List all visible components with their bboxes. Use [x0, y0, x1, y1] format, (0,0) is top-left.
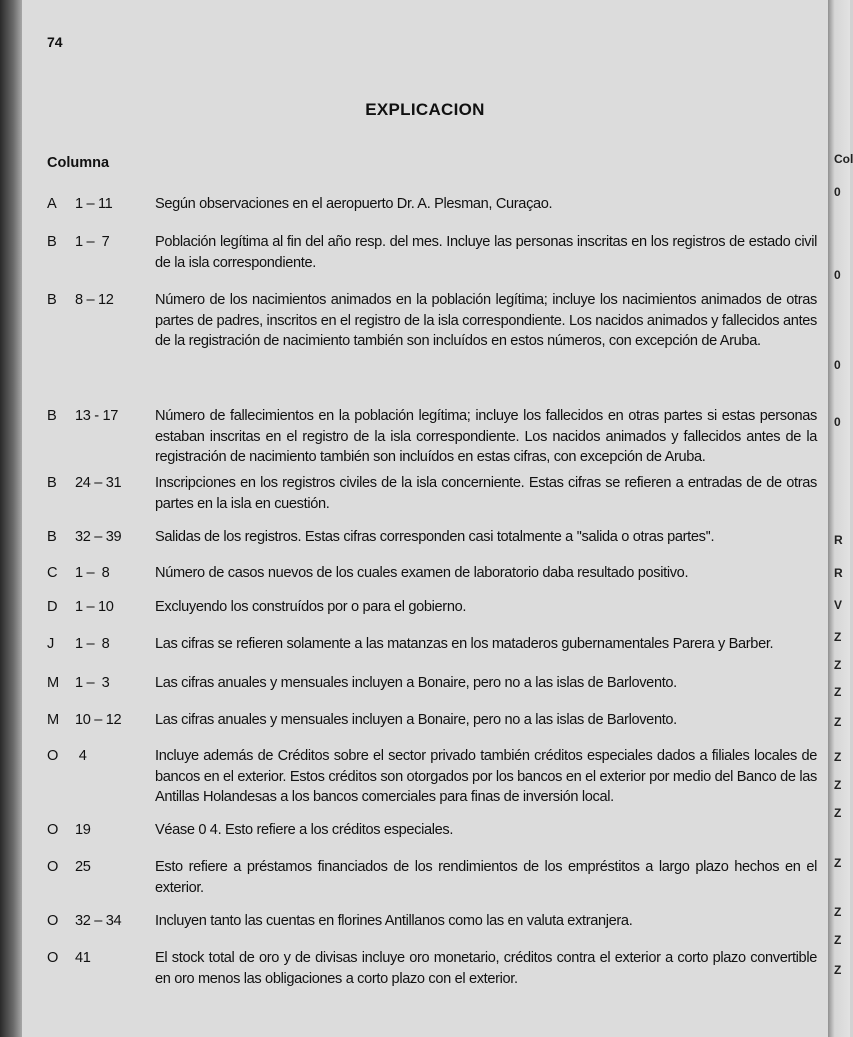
edge-letter: R: [834, 533, 843, 547]
list-item: [47, 563, 817, 584]
entry-description: Las cifras anuales y mensuales incluyen a Bonaire, pero no a las islas de Barlovento.: [155, 712, 677, 728]
book-binding-shadow: [0, 0, 22, 1037]
entry-range: 1 – 8: [75, 565, 110, 581]
entry-description: Incluyen tanto las cuentas en florines Antillanos como las en valuta extranjera.: [155, 913, 633, 929]
edge-letter: 0: [834, 185, 841, 199]
page-title: EXPLICACION: [365, 100, 485, 119]
entry-column-letter: O: [47, 822, 59, 838]
list-item: [47, 634, 817, 655]
entry-description: Número de fallecimientos en la población legítima; incluye los fallecidos en otras partes si estas personas estaban inscritas en el registro de la isla correspondiente. Los nacidos animados y fallecidos antes de la registración de nacimiento también son incluídos en estas cifras, con excepción de Aruba.: [155, 408, 817, 465]
entry-range: 19: [75, 822, 91, 838]
list-item: [47, 232, 817, 273]
edge-letter: Z: [834, 778, 842, 792]
edge-letter: Z: [834, 658, 842, 672]
entry-range: 32 – 34: [75, 913, 122, 929]
entry-column-letter: O: [47, 913, 59, 929]
entry-range: 1 – 11: [75, 196, 113, 212]
entry-range: 24 – 31: [75, 475, 122, 491]
entry-range: 10 – 12: [75, 712, 122, 728]
entry-description: Excluyendo los construídos por o para el gobierno.: [155, 599, 467, 615]
list-item: [47, 527, 817, 548]
entry-range: 25: [75, 859, 91, 875]
entry-column-letter: C: [47, 565, 58, 581]
entry-description: Incluye además de Créditos sobre el sector privado también créditos especiales dados a filiales locales de bancos en el exterior. Estos créditos son otorgados por los bancos en el exterior por medio del Banco de las Antillas Holandesas a los bancos comerciales para finas de inversión local.: [155, 748, 817, 805]
entry-range: 1 – 3: [75, 675, 110, 691]
column-header: Columna: [47, 155, 110, 171]
list-item: [47, 473, 817, 514]
entry-range: 13 - 17: [75, 408, 118, 424]
edge-letter: Z: [834, 806, 842, 820]
list-item: [47, 746, 817, 808]
entry-description: Salidas de los registros. Estas cifras corresponden casi totalmente a ''salida o otras partes''.: [155, 529, 715, 545]
edge-letter: Z: [834, 750, 842, 764]
edge-letter: Z: [834, 715, 842, 729]
entry-description: Número de los nacimientos animados en la población legítima; incluye los nacimientos animados de otras partes de padres, inscritos en el registro de la isla correspondiente. Los nacidos animados y fallecidos antes de la registración de nacimiento también son incluídos en estos números, con excepción de Aruba.: [155, 292, 817, 349]
edge-letter: 0: [834, 268, 841, 282]
entry-description: Número de casos nuevos de los cuales examen de laboratorio daba resultado positivo.: [155, 565, 689, 581]
entry-description: Las cifras anuales y mensuales incluyen a Bonaire, pero no a las islas de Barlovento.: [155, 675, 677, 691]
edge-letter: Z: [834, 933, 842, 947]
entry-column-letter: B: [47, 475, 57, 491]
list-item: [47, 673, 817, 694]
entry-column-letter: M: [47, 712, 59, 728]
list-item: [47, 948, 817, 989]
entry-column-letter: O: [47, 950, 59, 966]
entry-description: Esto refiere a préstamos financiados de los rendimientos de los empréstitos a largo plazo hechos en el exterior.: [155, 859, 817, 896]
edge-letter: Z: [834, 856, 842, 870]
list-item: [47, 597, 817, 618]
edge-letter: Z: [834, 963, 842, 977]
entry-range: 1 – 10: [75, 599, 114, 615]
edge-letter: 0: [834, 358, 841, 372]
entry-description: Véase 0 4. Esto refiere a los créditos especiales.: [155, 822, 454, 838]
edge-letter: Z: [834, 685, 842, 699]
entry-column-letter: B: [47, 234, 57, 250]
edge-letter: Z: [834, 630, 842, 644]
entry-description: Las cifras se refieren solamente a las matanzas en los mataderos gubernamentales Parera y Barber.: [155, 636, 774, 652]
entry-range: 32 – 39: [75, 529, 122, 545]
entry-range: 4: [75, 748, 87, 764]
entry-description: Población legítima al fin del año resp. del mes. Incluye las personas inscritas en los registros de estado civil de la isla correspondiente.: [155, 234, 817, 271]
list-item: [47, 911, 817, 932]
list-item: [47, 406, 817, 468]
list-item: [47, 290, 817, 352]
edge-letter: R: [834, 566, 843, 580]
edge-letter: Z: [834, 905, 842, 919]
entry-column-letter: A: [47, 196, 57, 212]
list-item: [47, 710, 817, 731]
entry-range: 41: [75, 950, 91, 966]
page-number: 74: [47, 34, 63, 50]
entry-column-letter: B: [47, 408, 57, 424]
entry-column-letter: B: [47, 529, 57, 545]
entry-column-letter: B: [47, 292, 57, 308]
entry-description: Inscripciones en los registros civiles de la isla concerniente. Estas cifras se refieren a entradas de de otras partes en la isla en cuestión.: [155, 475, 817, 512]
entry-range: 1 – 7: [75, 234, 110, 250]
entry-column-letter: O: [47, 859, 59, 875]
list-item: [47, 820, 817, 841]
entry-column-letter: M: [47, 675, 59, 691]
entry-description: Según observaciones en el aeropuerto Dr. A. Plesman, Curaçao.: [155, 196, 553, 212]
edge-letter: Col: [834, 152, 853, 166]
list-item: [47, 194, 817, 215]
edge-letter: V: [834, 598, 843, 612]
entry-range: 1 – 8: [75, 636, 110, 652]
entry-column-letter: J: [47, 636, 54, 652]
entry-column-letter: O: [47, 748, 59, 764]
entry-column-letter: D: [47, 599, 58, 615]
list-item: [47, 857, 817, 898]
entry-range: 8 – 12: [75, 292, 114, 308]
entry-description: El stock total de oro y de divisas incluye oro monetario, créditos contra el exterior a corto plazo convertible en oro menos las obligaciones a corto plazo con el exterior.: [155, 950, 817, 987]
edge-letter: 0: [834, 415, 841, 429]
